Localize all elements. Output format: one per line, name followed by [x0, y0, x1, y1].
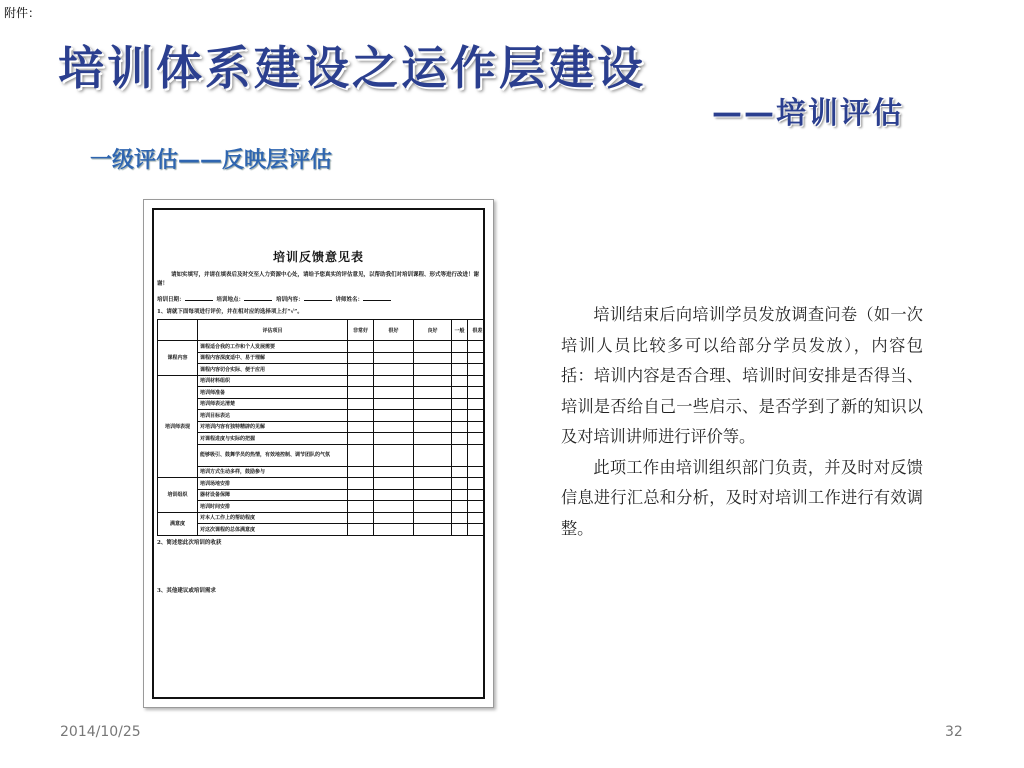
table-item-cell: 对课程进度与实际的把握	[198, 433, 348, 445]
table-item-cell: 培训师表达清楚	[198, 398, 348, 410]
rating-cell	[468, 364, 486, 376]
table-item-cell: 课程适合我的工作和个人发展需要	[198, 341, 348, 353]
table-header-cell	[158, 320, 198, 341]
table-item-cell: 培训时间安排	[198, 501, 348, 513]
rating-cell	[374, 421, 414, 433]
rating-cell	[452, 364, 468, 376]
rating-cell	[348, 341, 374, 353]
table-item-cell: 培训场地安排	[198, 478, 348, 490]
form-field-date: 培训日期：	[157, 294, 213, 305]
table-item-cell: 能够吸引、鼓舞学员的热情，有效地控制、调节团队的气氛	[198, 444, 348, 466]
table-row	[158, 341, 486, 353]
body-paragraph-1: 培训结束后向培训学员发放调查问卷（如一次培训人员比较多可以给部分学员发放），内容包括：培训内容是否合理、培训时间安排是否得当、培训是否给自己一些启示、是否学到了新的知识以及对培训讲师进行评价等。	[561, 305, 923, 446]
form-fields	[154, 294, 483, 305]
rating-cell	[374, 398, 414, 410]
slide-subtitle: ——培训评估	[712, 96, 904, 131]
rating-cell	[468, 444, 486, 466]
rating-cell	[468, 387, 486, 399]
rating-cell	[348, 398, 374, 410]
rating-cell	[468, 478, 486, 490]
rating-cell	[452, 524, 468, 536]
rating-cell	[348, 410, 374, 422]
rating-cell	[348, 466, 374, 478]
table-item-cell: 对本人工作上的帮助程度	[198, 512, 348, 524]
table-header-cell: 良好	[414, 320, 452, 341]
table-row	[158, 410, 486, 422]
rating-cell	[468, 375, 486, 387]
rating-cell	[468, 466, 486, 478]
table-header-row	[158, 320, 486, 341]
section-heading: 一级评估——反映层评估	[90, 148, 333, 173]
slide-title: 培训体系建设之运作层建设	[58, 41, 646, 95]
rating-cell	[414, 375, 452, 387]
table-row	[158, 489, 486, 501]
rating-cell	[414, 524, 452, 536]
rating-cell	[452, 501, 468, 513]
rating-cell	[414, 512, 452, 524]
rating-cell	[348, 364, 374, 376]
rating-cell	[374, 524, 414, 536]
rating-cell	[452, 478, 468, 490]
rating-cell	[414, 489, 452, 501]
table-row	[158, 387, 486, 399]
rating-cell	[468, 410, 486, 422]
attachment-label: 附件：	[4, 6, 41, 20]
rating-cell	[414, 466, 452, 478]
form-question-gains: 2、简述您此次培训的收获	[157, 539, 222, 546]
rating-cell	[374, 489, 414, 501]
table-item-cell: 课程内容深度适中、易于理解	[198, 352, 348, 364]
table-row	[158, 512, 486, 524]
rating-cell	[468, 501, 486, 513]
feedback-form-image	[143, 199, 494, 708]
table-row	[158, 478, 486, 490]
rating-cell	[374, 352, 414, 364]
table-row	[158, 352, 486, 364]
table-row	[158, 466, 486, 478]
rating-cell	[468, 352, 486, 364]
table-row	[158, 433, 486, 445]
rating-cell	[452, 466, 468, 478]
rating-cell	[452, 410, 468, 422]
form-field-location: 培训地点：	[217, 294, 273, 305]
table-header-cell: 评估项目	[198, 320, 348, 341]
rating-cell	[348, 512, 374, 524]
table-item-cell: 培训目标表达	[198, 410, 348, 422]
rating-cell	[414, 421, 452, 433]
rating-cell	[452, 398, 468, 410]
form-question-suggestions: 3、其他建议或培训需求	[157, 587, 216, 594]
form-field-trainer: 讲师姓名：	[336, 294, 392, 305]
rating-cell	[348, 352, 374, 364]
rating-cell	[374, 466, 414, 478]
table-item-cell: 对这次课程的总体满意度	[198, 524, 348, 536]
rating-cell	[468, 341, 486, 353]
table-item-cell: 器材设备保障	[198, 489, 348, 501]
body-paragraph-2: 此项工作由培训组织部门负责，并及时对反馈信息进行汇总和分析，及时对培训工作进行有效调整。	[561, 457, 923, 538]
rating-cell	[414, 398, 452, 410]
rating-cell	[414, 341, 452, 353]
rating-cell	[452, 352, 468, 364]
footer-date: 2014/10/25	[60, 724, 141, 740]
rating-cell	[468, 433, 486, 445]
rating-cell	[452, 341, 468, 353]
form-instruction: 1、请就下面每项进行评价，并在相对应的选择项上打“√”。	[157, 309, 303, 315]
rating-cell	[374, 444, 414, 466]
rating-cell	[414, 410, 452, 422]
table-row	[158, 364, 486, 376]
rating-cell	[414, 387, 452, 399]
rating-cell	[452, 375, 468, 387]
rating-cell	[414, 364, 452, 376]
rating-cell	[374, 387, 414, 399]
rating-cell	[374, 410, 414, 422]
table-category-cell: 培训组织	[158, 478, 198, 513]
rating-cell	[414, 352, 452, 364]
table-item-cell: 培训方式生动多样，鼓励参与	[198, 466, 348, 478]
rating-cell	[374, 478, 414, 490]
rating-cell	[348, 489, 374, 501]
evaluation-table	[157, 319, 485, 536]
form-intro: 请如实填写，并请在填表后及时交至人力资源中心处，请给予您真实的评估意见，以帮助我们对培训课程、形式等进行改进！谢谢！	[157, 272, 480, 287]
table-item-cell: 对培训内容有独特精辟的见解	[198, 421, 348, 433]
rating-cell	[374, 501, 414, 513]
rating-cell	[452, 444, 468, 466]
rating-cell	[468, 398, 486, 410]
table-row	[158, 398, 486, 410]
form-field-content: 培训内容：	[276, 294, 332, 305]
table-category-cell: 满意度	[158, 512, 198, 535]
rating-cell	[374, 433, 414, 445]
rating-cell	[348, 524, 374, 536]
table-item-cell: 培训材料组织	[198, 375, 348, 387]
rating-cell	[348, 421, 374, 433]
table-row	[158, 524, 486, 536]
rating-cell	[348, 433, 374, 445]
rating-cell	[452, 421, 468, 433]
rating-cell	[374, 375, 414, 387]
rating-cell	[414, 478, 452, 490]
rating-cell	[348, 478, 374, 490]
rating-cell	[348, 375, 374, 387]
table-header-cell: 一般	[452, 320, 468, 341]
page-number: 32	[945, 724, 963, 740]
rating-cell	[468, 512, 486, 524]
rating-cell	[414, 433, 452, 445]
rating-cell	[374, 364, 414, 376]
table-header-cell: 很好	[374, 320, 414, 341]
table-header-cell: 很差	[468, 320, 486, 341]
rating-cell	[452, 387, 468, 399]
table-row	[158, 421, 486, 433]
table-item-cell: 课程内容切合实际、便于应用	[198, 364, 348, 376]
rating-cell	[414, 444, 452, 466]
table-row	[158, 444, 486, 466]
rating-cell	[452, 433, 468, 445]
rating-cell	[348, 387, 374, 399]
table-category-cell: 培训师表现	[158, 375, 198, 478]
body-text	[561, 300, 923, 544]
table-row	[158, 501, 486, 513]
rating-cell	[468, 421, 486, 433]
table-category-cell: 课程内容	[158, 341, 198, 376]
rating-cell	[468, 524, 486, 536]
rating-cell	[348, 444, 374, 466]
table-item-cell: 培训师准备	[198, 387, 348, 399]
rating-cell	[468, 489, 486, 501]
rating-cell	[374, 512, 414, 524]
feedback-form-page	[152, 208, 485, 699]
table-row	[158, 375, 486, 387]
rating-cell	[452, 489, 468, 501]
rating-cell	[374, 341, 414, 353]
rating-cell	[452, 512, 468, 524]
form-title: 培训反馈意见表	[272, 250, 364, 264]
rating-cell	[348, 501, 374, 513]
table-header-cell: 非常好	[348, 320, 374, 341]
rating-cell	[414, 501, 452, 513]
